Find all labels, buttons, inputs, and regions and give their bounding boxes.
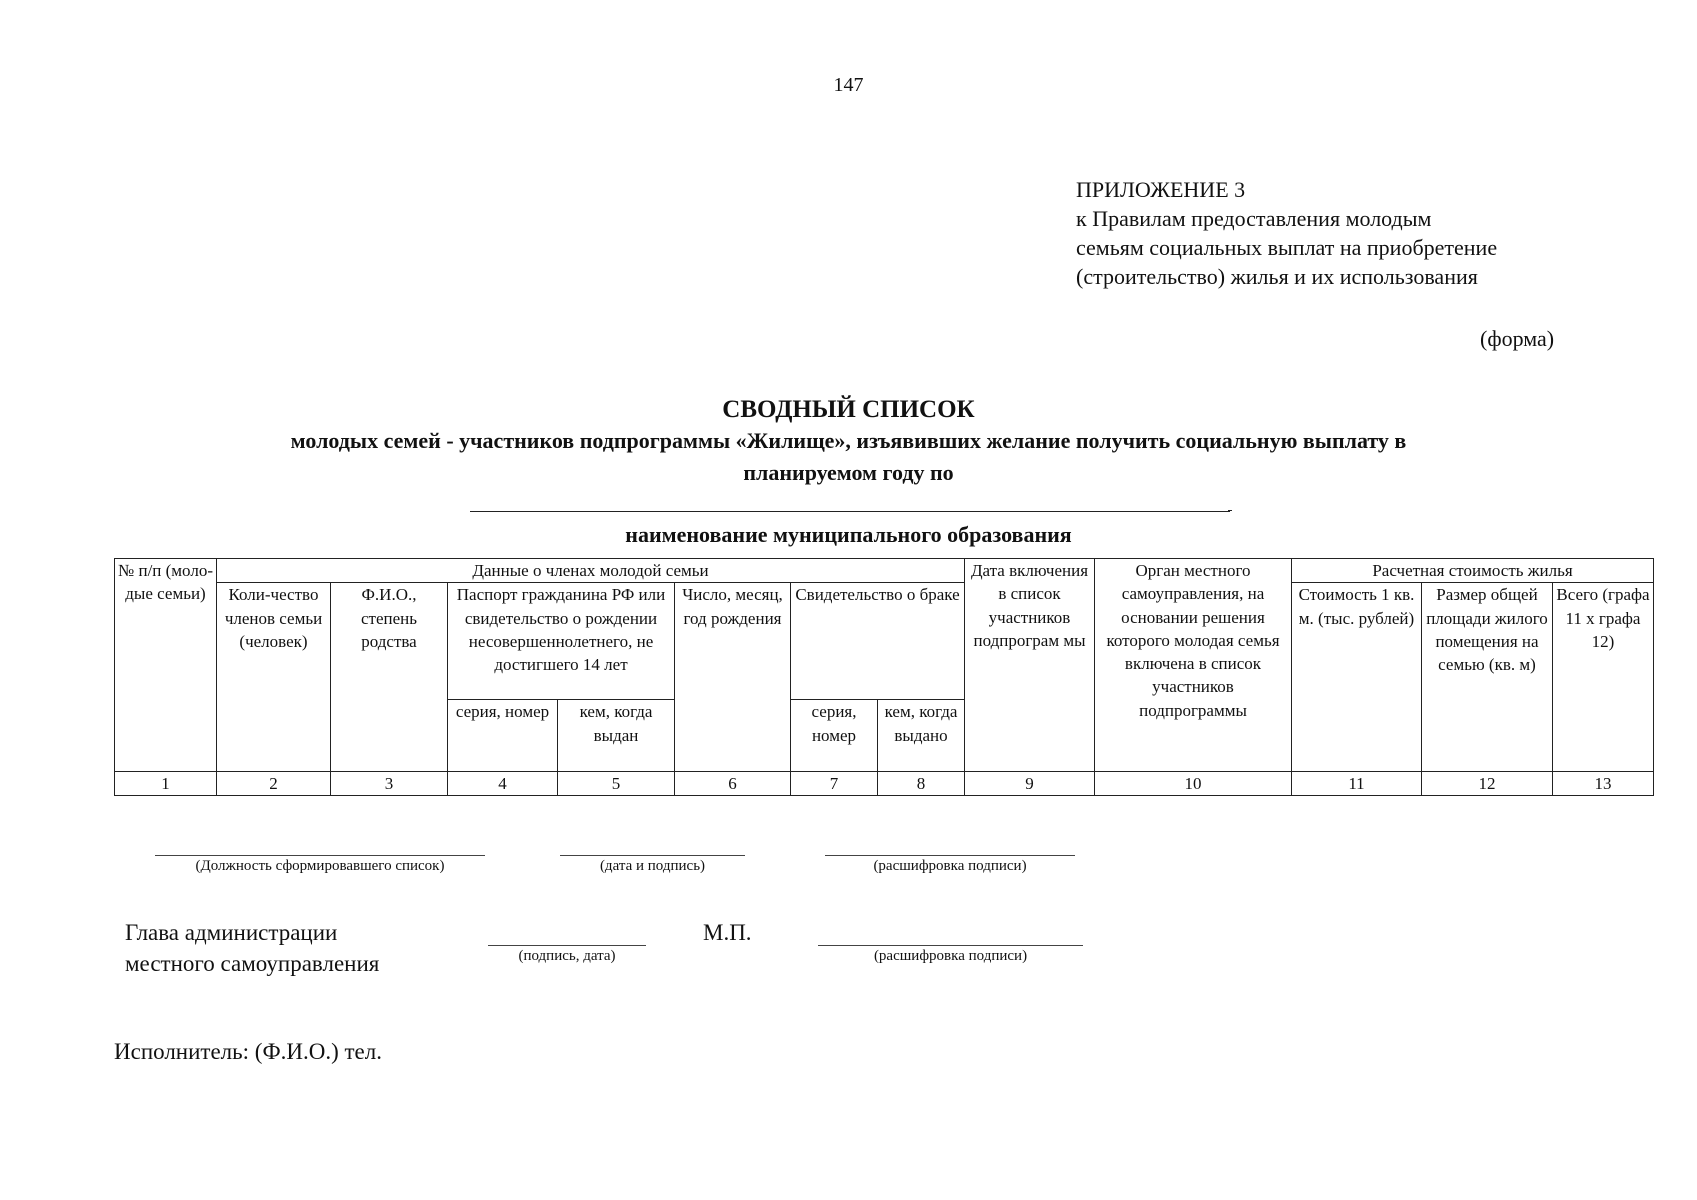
header-estimated-cost: Расчетная стоимость жилья (1292, 559, 1654, 583)
decoding-caption: (расшифровка подписи) (873, 858, 1027, 874)
header-marriage-issued: кем, когда выдано (878, 700, 965, 772)
head-decoding-caption: (расшифровка подписи) (873, 948, 1028, 964)
column-number: 2 (217, 772, 331, 796)
column-number: 4 (448, 772, 558, 796)
header-total: Всего (графа 11 х графа 12) (1553, 583, 1654, 772)
header-family-data: Данные о членах молодой семьи (217, 559, 965, 583)
column-number: 10 (1095, 772, 1292, 796)
column-number: 7 (791, 772, 878, 796)
fill-line-tick (1228, 510, 1232, 511)
date-sign-line (560, 855, 745, 856)
column-number: 3 (331, 772, 448, 796)
appendix-line: семьям социальных выплат на приобретение (1076, 235, 1498, 260)
date-sign-caption: (дата и подпись) (599, 858, 706, 874)
appendix-block (1076, 175, 1497, 291)
header-member-count: Коли-чество членов семьи (человек) (217, 583, 331, 772)
head-line: Глава администрации (125, 920, 338, 945)
appendix-line: (строительство) жилья и их использования (1076, 264, 1478, 289)
column-number: 6 (675, 772, 791, 796)
column-number: 11 (1292, 772, 1422, 796)
document-title: СВОДНЫЙ СПИСОК (722, 396, 975, 423)
header-area: Размер общей площади жилого помещения на семью (кв. м) (1422, 583, 1553, 772)
appendix-title: ПРИЛОЖЕНИЕ 3 (1076, 177, 1246, 202)
header-fio: Ф.И.О., степень родства (331, 583, 448, 772)
position-caption: (Должность сформировавшего список) (195, 858, 445, 874)
sign-date-caption: (подпись, дата) (518, 948, 616, 964)
header-date-inclusion: Дата включения в список участников подпрограм мы (965, 559, 1095, 772)
head-line: местного самоуправления (125, 951, 380, 976)
header-passport: Паспорт гражданина РФ или свидетельство о рождении несовершеннолетнего, не достигшего 14 лет (448, 583, 675, 700)
column-number: 9 (965, 772, 1095, 796)
header-marriage-series: серия, номер (791, 700, 878, 772)
summary-list-table (114, 558, 1654, 796)
document-subtitle-line: молодых семей - участников подпрограммы «Жилище», изъявивших желание получить социальную выплату в (290, 428, 1407, 453)
column-number: 8 (878, 772, 965, 796)
head-of-administration-label (125, 917, 379, 979)
form-note: (форма) (1480, 326, 1555, 351)
stamp-place: М.П. (703, 920, 752, 945)
header-organ: Орган местного самоуправления, на основании решения которого молодая семья включена в список участников подпрограммы (1095, 559, 1292, 772)
column-number: 1 (115, 772, 217, 796)
executor-line: Исполнитель: (Ф.И.О.) тел. (114, 1039, 382, 1064)
header-num: № п/п (моло-дые семьи) (115, 559, 217, 772)
municipality-fill-line (470, 511, 1230, 512)
document-subtitle-line: планируемом году по (743, 460, 954, 485)
header-passport-issued: кем, когда выдан (558, 700, 675, 772)
header-cost-per-m2: Стоимость 1 кв. м. (тыс. рублей) (1292, 583, 1422, 772)
position-signature-line (155, 855, 485, 856)
head-decoding-line (818, 945, 1083, 946)
page-number: 147 (833, 74, 864, 96)
column-number: 12 (1422, 772, 1553, 796)
header-birth-date: Число, месяц, год рождения (675, 583, 791, 772)
column-number: 5 (558, 772, 675, 796)
municipality-caption: наименование муниципального образования (625, 522, 1072, 547)
column-number: 13 (1553, 772, 1654, 796)
head-sign-line (488, 945, 646, 946)
header-marriage-cert: Свидетельство о браке (791, 583, 965, 700)
decoding-line (825, 855, 1075, 856)
appendix-line: к Правилам предоставления молодым (1076, 206, 1432, 231)
header-passport-series: серия, номер (448, 700, 558, 772)
